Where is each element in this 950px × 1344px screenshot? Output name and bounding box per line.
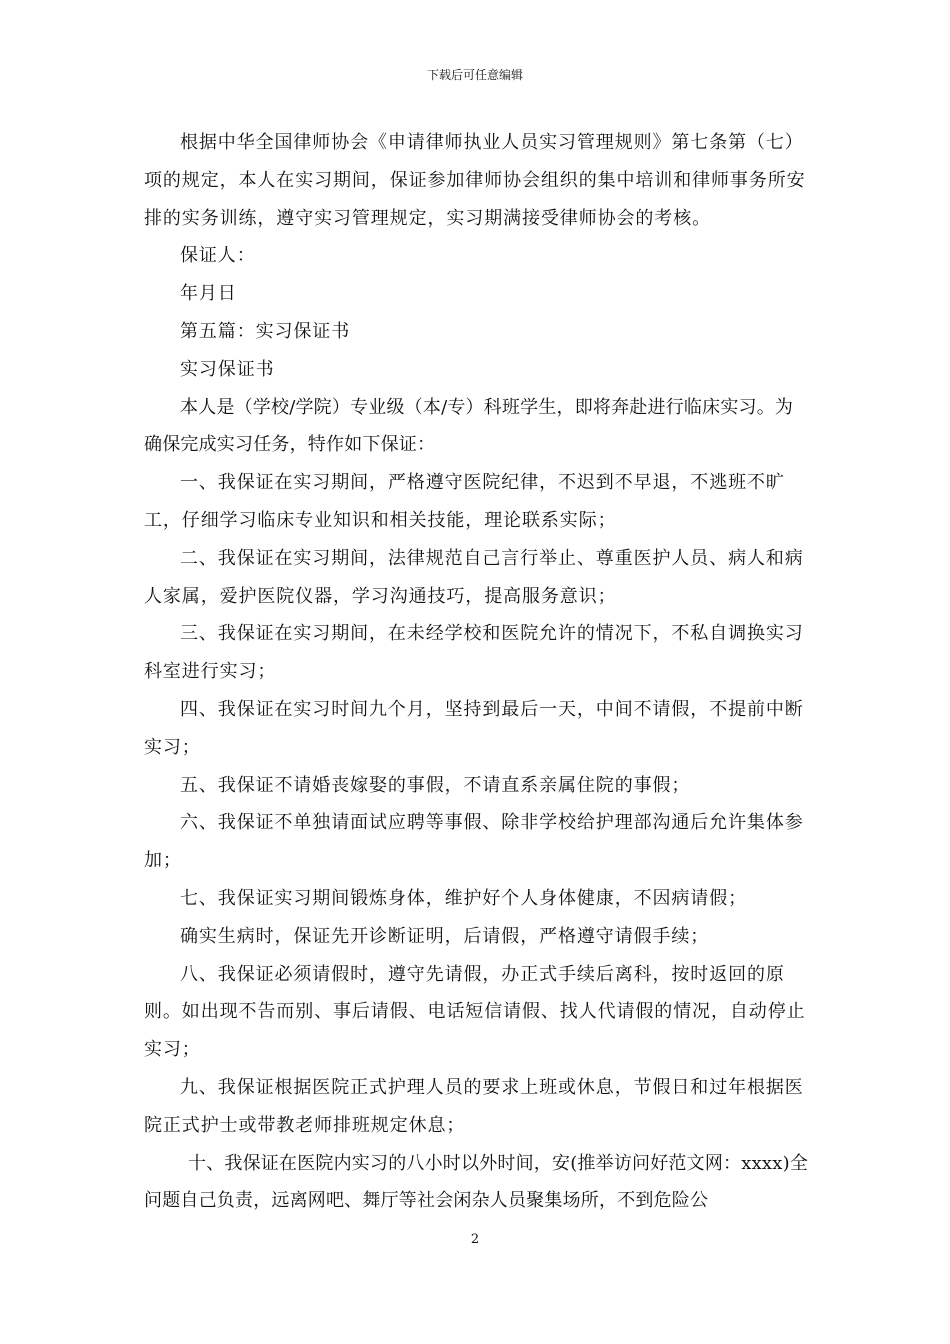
paragraph-item-10: 十、我保证在医院内实习的八小时以外时间，安(推举访问好范文网：xxxx)全问题自己负责，远离网吧、舞厅等社会闲杂人员聚集场所，不到危险公 [144, 1152, 809, 1212]
document-title: 实习保证书 [180, 358, 275, 380]
paragraph-guarantor: 保证人： [180, 245, 256, 267]
paragraph-item-2: 二、我保证在实习期间，法律规范自己言行举止、尊重医护人员、病人和病人家属，爱护医院仪器，学习沟通技巧，提高服务意识； [144, 547, 804, 607]
document-body [144, 124, 810, 1220]
paragraph-intro: 根据中华全国律师协会《申请律师执业人员实习管理规则》第七条第（七）项的规定，本人在实习期间，保证参加律师协会组织的集中培训和律师事务所安排的实务训练，遵守实习管理规定，实习期满接受律师协会的考核。 [144, 132, 806, 229]
paragraph-item-8: 八、我保证必须请假时，遵守先请假，办正式手续后离科，按时返回的原则。如出现不告而别、事后请假、电话短信请假、找人代请假的情况，自动停止实习； [144, 963, 806, 1061]
paragraph-item-3: 三、我保证在实习期间，在未经学校和医院允许的情况下，不私自调换实习科室进行实习； [144, 623, 804, 683]
paragraph-item-1: 一、我保证在实习期间，严格遵守医院纪律，不迟到不早退，不逃班不旷工，仔细学习临床专业知识和相关技能，理论联系实际； [144, 472, 785, 531]
paragraph-item-9: 九、我保证根据医院正式护理人员的要求上班或休息，节假日和过年根据医院正式护士或带教老师排班规定休息； [144, 1076, 804, 1136]
paragraph-item-5: 五、我保证不请婚丧嫁娶的事假，不请直系亲属住院的事假； [180, 774, 691, 796]
paragraph-statement: 本人是（学校/学院）专业级（本/专）科班学生，即将奔赴进行临床实习。为确保完成实习任务，特作如下保证： [144, 396, 794, 456]
paragraph-item-7-note: 确实生病时，保证先开诊断证明，后请假，严格遵守请假手续； [180, 925, 710, 947]
section-heading: 第五篇：实习保证书 [180, 320, 351, 342]
paragraph-item-7: 七、我保证实习期间锻炼身体，维护好个人身体健康，不因病请假； [180, 887, 747, 909]
paragraph-item-6: 六、我保证不单独请面试应聘等事假、除非学校给护理部沟通后允许集体参加； [144, 812, 804, 872]
page-header: 下载后可任意编辑 [426, 68, 523, 82]
paragraph-date: 年月日 [180, 283, 237, 305]
page-number: 2 [470, 1232, 480, 1247]
paragraph-item-4: 四、我保证在实习时间九个月，坚持到最后一天，中间不请假，不提前中断实习； [144, 698, 804, 758]
